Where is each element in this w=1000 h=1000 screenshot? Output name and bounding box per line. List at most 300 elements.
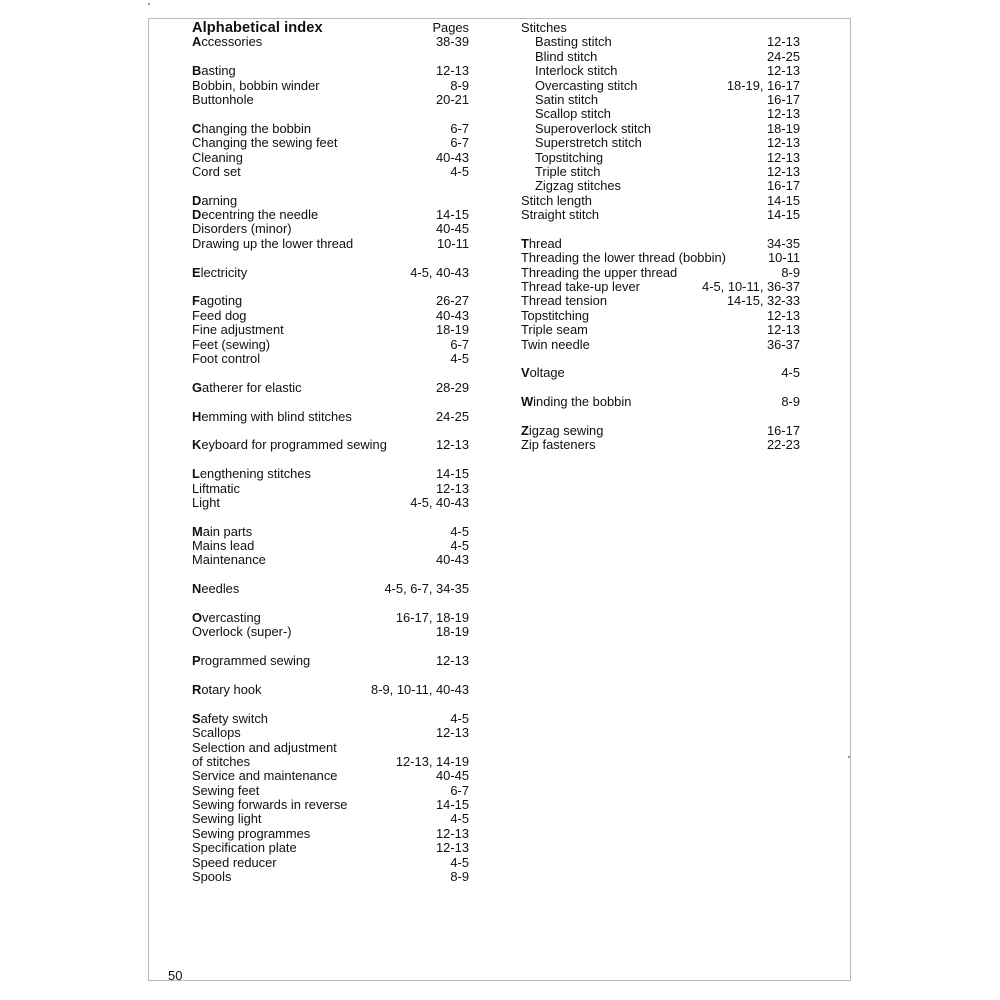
index-term [192, 381, 302, 395]
index-term [192, 266, 247, 280]
index-page-ref: 12-13 [767, 163, 800, 179]
index-page-ref: 12-13 [767, 63, 800, 79]
index-entry [521, 294, 800, 308]
index-term-text: Triple stitch [535, 163, 601, 179]
index-term-text: Cleaning [192, 149, 243, 165]
index-page-ref: 26-27 [436, 293, 469, 309]
index-initial-letter: G [192, 379, 203, 395]
index-term-text: igzag sewing [528, 422, 604, 438]
index-term [521, 50, 597, 64]
index-term [521, 251, 726, 265]
index-term [521, 21, 567, 35]
index-term [192, 553, 266, 567]
index-term-text: Overcasting stitch [535, 77, 638, 93]
entry-spacer [192, 669, 469, 683]
index-entry [192, 266, 469, 280]
index-term [192, 151, 243, 165]
index-page-ref: 6-7 [450, 135, 469, 151]
index-initial-letter: R [192, 681, 202, 697]
entry-spacer [192, 280, 469, 294]
index-page-ref: 4-5, 40-43 [410, 264, 469, 280]
index-entry [192, 64, 469, 78]
entry-spacer [521, 381, 800, 395]
index-entry [192, 410, 469, 424]
index-page-ref: 16-17 [767, 91, 800, 107]
index-term [192, 410, 352, 424]
index-entry [192, 827, 469, 841]
index-page-ref: 12-13 [767, 106, 800, 122]
index-term-text: agoting [199, 293, 243, 309]
entry-spacer [192, 424, 469, 438]
index-term-text: Scallops [192, 725, 241, 741]
index-page-ref: 14-15 [436, 466, 469, 482]
pages-label: Pages [432, 20, 469, 35]
index-entry [192, 237, 469, 251]
index-term [192, 194, 237, 208]
index-entry [192, 338, 469, 352]
index-initial-letter: P [192, 653, 201, 669]
index-initial-letter: V [521, 365, 530, 381]
index-term-text: Fine adjustment [192, 322, 284, 338]
index-entry [192, 741, 469, 755]
index-entry [521, 179, 800, 193]
index-page-ref: 8-9 [450, 77, 469, 93]
index-term [192, 755, 250, 769]
index-page-ref: 40-45 [436, 768, 469, 784]
index-entry [192, 784, 469, 798]
index-page-ref: 8-9 [450, 869, 469, 885]
index-term [192, 525, 252, 539]
index-term [521, 438, 596, 452]
index-term-text: Thread tension [521, 293, 607, 309]
index-term-text: Mains lead [192, 538, 255, 554]
index-entry [192, 654, 469, 668]
index-initial-letter: S [192, 710, 201, 726]
entry-spacer [192, 179, 469, 193]
index-page-ref: 18-19 [436, 322, 469, 338]
index-term-text: lectricity [200, 264, 248, 280]
index-column-right [521, 21, 800, 453]
index-term-text: Buttonhole [192, 91, 254, 107]
index-page-ref: 20-21 [436, 91, 469, 107]
index-initial-letter: W [521, 394, 534, 410]
entry-spacer [192, 640, 469, 654]
entry-spacer [192, 107, 469, 121]
index-term-text: Superoverlock stitch [535, 120, 652, 136]
index-entry [192, 812, 469, 826]
index-entry [521, 251, 800, 265]
index-term [521, 107, 611, 121]
index-term-text: Feet (sewing) [192, 336, 271, 352]
index-term-text: ain parts [202, 523, 253, 539]
index-page-ref: 38-39 [436, 34, 469, 50]
index-term-text: Liftmatic [192, 480, 240, 496]
index-entry [521, 338, 800, 352]
index-entry [521, 50, 800, 64]
index-term [192, 798, 347, 812]
index-entry [192, 79, 469, 93]
index-term-text: Bobbin, bobbin winder [192, 77, 320, 93]
index-term [521, 122, 651, 136]
index-page-ref: 10-11 [767, 250, 800, 266]
index-term-text: inding the bobbin [533, 394, 632, 410]
index-initial-letter: O [192, 610, 203, 626]
index-term-text: Specification plate [192, 840, 297, 856]
index-term-text: Straight stitch [521, 207, 600, 223]
index-entry [521, 165, 800, 179]
index-page-ref: 4-5 [450, 350, 469, 366]
index-term [192, 812, 262, 826]
index-entry [192, 467, 469, 481]
index-entry [192, 525, 469, 539]
index-term-text: vercasting [202, 610, 261, 626]
index-term [192, 683, 262, 697]
index-page-ref: 16-17 [767, 422, 800, 438]
index-term-text: eyboard for programmed sewing [201, 437, 387, 453]
index-entry [521, 64, 800, 78]
index-term [521, 79, 637, 93]
index-entry [192, 856, 469, 870]
index-term-text: Scallop stitch [535, 106, 611, 122]
index-page-ref: 12-13 [436, 437, 469, 453]
index-page-ref: 4-5, 10-11, 36-37 [702, 279, 800, 295]
index-entry [192, 582, 469, 596]
index-initial-letter: T [521, 235, 529, 251]
index-entry [192, 841, 469, 855]
index-term [192, 309, 246, 323]
entry-spacer [192, 697, 469, 711]
index-entry [521, 136, 800, 150]
index-page-ref: 16-17 [767, 178, 800, 194]
index-term-text: Zip fasteners [521, 437, 596, 453]
index-term [521, 323, 588, 337]
index-initial-letter: H [192, 408, 202, 424]
page-number: 50 [168, 968, 183, 983]
index-page-ref: 12-13 [436, 480, 469, 496]
index-entry [521, 21, 800, 35]
index-entry [192, 870, 469, 884]
index-term [192, 827, 310, 841]
index-term-text: Topstitching [521, 307, 590, 323]
index-page-ref: 12-13 [767, 307, 800, 323]
index-term [521, 309, 589, 323]
index-term-text: afety switch [200, 710, 268, 726]
index-term [192, 122, 311, 136]
index-page-ref: 4-5 [450, 523, 469, 539]
index-entry [192, 222, 469, 236]
index-term-text: Cord set [192, 163, 241, 179]
index-term-text: Twin needle [521, 336, 590, 352]
entry-spacer [192, 597, 469, 611]
index-page-ref: 4-5 [450, 710, 469, 726]
index-term-text: rogrammed sewing [200, 653, 311, 669]
index-term-text: Speed reducer [192, 854, 277, 870]
index-term-text: Zigzag stitches [535, 178, 621, 194]
index-page-ref: 4-5, 40-43 [410, 494, 469, 510]
index-term [521, 266, 677, 280]
index-entry [192, 294, 469, 308]
index-title: Alphabetical index [192, 20, 323, 36]
index-page-ref: 4-5 [450, 854, 469, 870]
index-term-text: Maintenance [192, 552, 266, 568]
index-initial-letter: M [192, 523, 203, 539]
index-entry [192, 726, 469, 740]
index-entry [192, 136, 469, 150]
index-term [192, 64, 236, 78]
index-term [192, 611, 261, 625]
index-term [192, 338, 270, 352]
index-entry [192, 553, 469, 567]
entry-spacer [521, 222, 800, 236]
index-term-text: Stitches [521, 20, 567, 35]
entry-spacer [192, 366, 469, 380]
index-page-ref: 18-19, 16-17 [726, 77, 800, 93]
index-page-ref: 8-9, 10-11, 40-43 [371, 681, 469, 697]
index-page-ref: 18-19 [767, 120, 800, 136]
index-term [521, 280, 640, 294]
index-entry [192, 712, 469, 726]
index-term-text: ecentring the needle [201, 207, 319, 223]
index-term-text: Stitch length [521, 192, 592, 208]
index-term [521, 194, 592, 208]
index-term-text: Sewing forwards in reverse [192, 797, 348, 813]
index-initial-letter: A [192, 34, 202, 50]
index-term-text: Light [192, 494, 220, 510]
entry-spacer [192, 568, 469, 582]
index-term-text: Thread take-up lever [521, 279, 640, 295]
index-term [192, 35, 262, 49]
index-term-text: ccessories [201, 34, 263, 50]
entry-spacer [192, 395, 469, 409]
index-term-text: emming with blind stitches [201, 408, 352, 424]
index-page-ref: 12-13 [767, 322, 800, 338]
index-term-text: Topstitching [535, 149, 604, 165]
index-term-text: Changing the sewing feet [192, 135, 338, 151]
entry-spacer [192, 510, 469, 524]
index-term [192, 352, 260, 366]
index-term [521, 179, 621, 193]
index-page-ref: 12-13, 14-19 [395, 753, 469, 769]
index-initial-letter: F [192, 293, 200, 309]
index-term [192, 784, 259, 798]
index-term [192, 438, 387, 452]
index-term [192, 582, 239, 596]
index-page-ref: 34-35 [767, 235, 800, 251]
index-entry [521, 438, 800, 452]
index-entry [192, 151, 469, 165]
index-page-ref: 6-7 [450, 120, 469, 136]
index-term-text: hread [528, 235, 562, 251]
index-term-text: of stitches [192, 753, 251, 769]
index-page-ref: 28-29 [436, 379, 469, 395]
index-page-ref: 14-15 [436, 797, 469, 813]
index-term [192, 654, 310, 668]
index-page-ref: 4-5, 6-7, 34-35 [384, 581, 469, 597]
index-entry [521, 79, 800, 93]
index-initial-letter: E [192, 264, 201, 280]
index-initial-letter: K [192, 437, 202, 453]
index-page-ref: 12-13 [436, 840, 469, 856]
index-entry [521, 266, 800, 280]
index-entry [521, 35, 800, 49]
index-term [192, 841, 297, 855]
index-initial-letter: D [192, 192, 202, 208]
index-term [521, 208, 599, 222]
scan-speck [848, 756, 850, 758]
index-entry [521, 309, 800, 323]
index-term [192, 741, 337, 755]
index-initial-letter: C [192, 120, 202, 136]
index-term-text: Feed dog [192, 307, 247, 323]
index-page-ref: 36-37 [767, 336, 800, 352]
index-term-text: otary hook [201, 681, 262, 697]
index-term [192, 323, 284, 337]
entry-spacer [192, 50, 469, 64]
index-term-text: atherer for elastic [202, 379, 302, 395]
index-term-text: Sewing programmes [192, 825, 311, 841]
index-term-text: Drawing up the lower thread [192, 235, 354, 251]
index-entry [521, 93, 800, 107]
index-term [192, 208, 318, 222]
index-term-text: engthening stitches [199, 466, 311, 482]
index-term-text: Foot control [192, 350, 261, 366]
index-entry [192, 496, 469, 510]
index-entry [521, 280, 800, 294]
index-term-text: Service and maintenance [192, 768, 338, 784]
index-page-ref: 8-9 [781, 394, 800, 410]
index-entry [192, 35, 469, 49]
index-entry [521, 323, 800, 337]
index-page-ref: 4-5 [450, 538, 469, 554]
index-entry [192, 122, 469, 136]
index-page-ref: 6-7 [450, 336, 469, 352]
index-term-text: Spools [192, 869, 232, 885]
index-page-ref: 14-15 [767, 192, 800, 208]
index-page-ref: 12-13 [436, 725, 469, 741]
entry-spacer [521, 410, 800, 424]
index-term-text: hanging the bobbin [201, 120, 311, 136]
index-entry [192, 208, 469, 222]
index-page-ref: 16-17, 18-19 [395, 610, 469, 626]
index-entry [521, 208, 800, 222]
entry-spacer [521, 352, 800, 366]
index-entry [521, 237, 800, 251]
index-entry [192, 755, 469, 769]
index-term [521, 338, 590, 352]
index-page-ref: 40-45 [436, 221, 469, 237]
index-term [521, 93, 598, 107]
index-entry [192, 769, 469, 783]
index-page-ref: 14-15, 32-33 [726, 293, 800, 309]
index-initial-letter: D [192, 207, 202, 223]
index-entry [521, 194, 800, 208]
index-page-ref: 6-7 [450, 782, 469, 798]
entry-spacer [192, 251, 469, 265]
index-term [192, 726, 241, 740]
index-page-ref: 12-13 [436, 63, 469, 79]
index-term [521, 395, 631, 409]
index-term [192, 294, 242, 308]
index-term-text: Sewing feet [192, 782, 260, 798]
index-entry [192, 352, 469, 366]
index-page-ref: 40-43 [436, 307, 469, 323]
index-term [192, 165, 241, 179]
index-term [521, 237, 562, 251]
index-term-text: Triple seam [521, 322, 588, 338]
index-entry [521, 107, 800, 121]
index-term [192, 222, 292, 236]
index-page-ref: 12-13 [767, 149, 800, 165]
index-term-text: Threading the lower thread (bobbin) [521, 250, 726, 266]
index-entry [521, 122, 800, 136]
index-entry [192, 323, 469, 337]
index-term [192, 856, 277, 870]
index-term [192, 539, 254, 553]
index-initial-letter: L [192, 466, 200, 482]
index-term [521, 35, 612, 49]
index-term [192, 496, 220, 510]
index-term [192, 712, 268, 726]
index-term-text: eedles [201, 581, 240, 597]
index-term-text: Selection and adjustment [192, 739, 337, 755]
index-page-ref: 4-5 [781, 365, 800, 381]
index-entry [192, 482, 469, 496]
index-term-text: Superstretch stitch [535, 135, 642, 151]
index-entry [192, 165, 469, 179]
index-initial-letter: Z [521, 422, 529, 438]
index-term-text: Overlock (super-) [192, 624, 292, 640]
index-term [521, 294, 607, 308]
index-term [192, 769, 337, 783]
index-header [192, 21, 469, 35]
index-term-text: Satin stitch [535, 91, 599, 107]
index-term [192, 136, 337, 150]
index-term-text: oltage [529, 365, 565, 381]
index-term [521, 136, 642, 150]
index-term-text: Sewing light [192, 811, 262, 827]
index-entry [192, 381, 469, 395]
index-term [521, 424, 603, 438]
index-page-ref: 12-13 [436, 653, 469, 669]
index-entry [192, 798, 469, 812]
index-entry [521, 424, 800, 438]
index-term [521, 366, 565, 380]
index-page-ref: 22-23 [767, 437, 800, 453]
index-term-text: Basting stitch [535, 34, 612, 50]
index-term-text: Interlock stitch [535, 63, 618, 79]
index-entry [192, 611, 469, 625]
index-page-ref: 24-25 [767, 48, 800, 64]
index-page-ref: 24-25 [436, 408, 469, 424]
index-term [192, 467, 311, 481]
index-page-ref: 12-13 [767, 34, 800, 50]
index-page-ref: 14-15 [436, 207, 469, 223]
index-page-ref: 14-15 [767, 207, 800, 223]
index-entry [521, 366, 800, 380]
index-entry [192, 309, 469, 323]
index-entry [192, 438, 469, 452]
index-entry [192, 93, 469, 107]
index-entry [192, 625, 469, 639]
index-initial-letter: B [192, 63, 202, 79]
index-page-ref: 40-43 [436, 552, 469, 568]
index-term [521, 151, 603, 165]
index-entry [521, 395, 800, 409]
index-term-text: Blind stitch [535, 48, 598, 64]
index-term [192, 93, 254, 107]
index-term [192, 870, 231, 884]
index-term-text: arning [201, 192, 238, 208]
